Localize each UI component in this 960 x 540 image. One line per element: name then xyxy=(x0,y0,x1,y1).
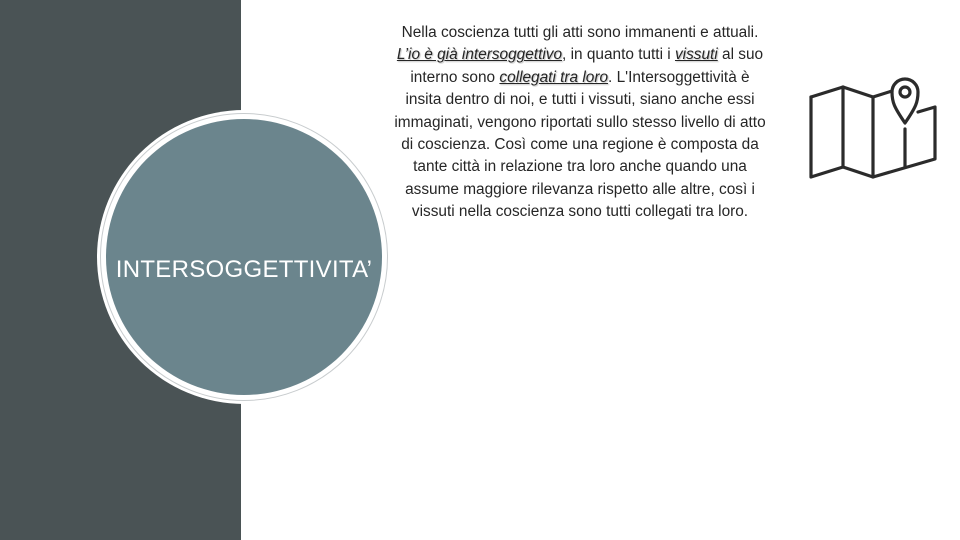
link-io-intersoggettivo[interactable]: L’io è già intersoggettivo xyxy=(396,46,563,64)
map-pin-icon xyxy=(806,73,938,181)
slide-title: INTERSOGGETTIVITA’ xyxy=(115,256,373,283)
link-vissuti[interactable]: vissuti xyxy=(674,46,718,64)
body-paragraph xyxy=(392,22,768,224)
paragraph-part-3: al suo interno sono xyxy=(410,46,764,86)
paragraph-part-4: . L'Intersoggettività è insita dentro di noi, e tutti i vissuti, siano anche essi immaginati, vengono riportati sullo stesso livello di atto di coscienza. Così come una regione è composta da tante città in relazione tra loro anche quando una assume maggiore rilevanza rispetto alle altre, così i vissuti nella coscienza sono tutti collegati tra loro. xyxy=(394,68,766,221)
link-collegati-tra-loro[interactable]: collegati tra loro xyxy=(499,68,609,86)
paragraph-part-1: Nella coscienza tutti gli atti sono immanenti e attuali. xyxy=(401,24,759,41)
paragraph-part-2: , in quanto tutti i xyxy=(562,46,675,64)
